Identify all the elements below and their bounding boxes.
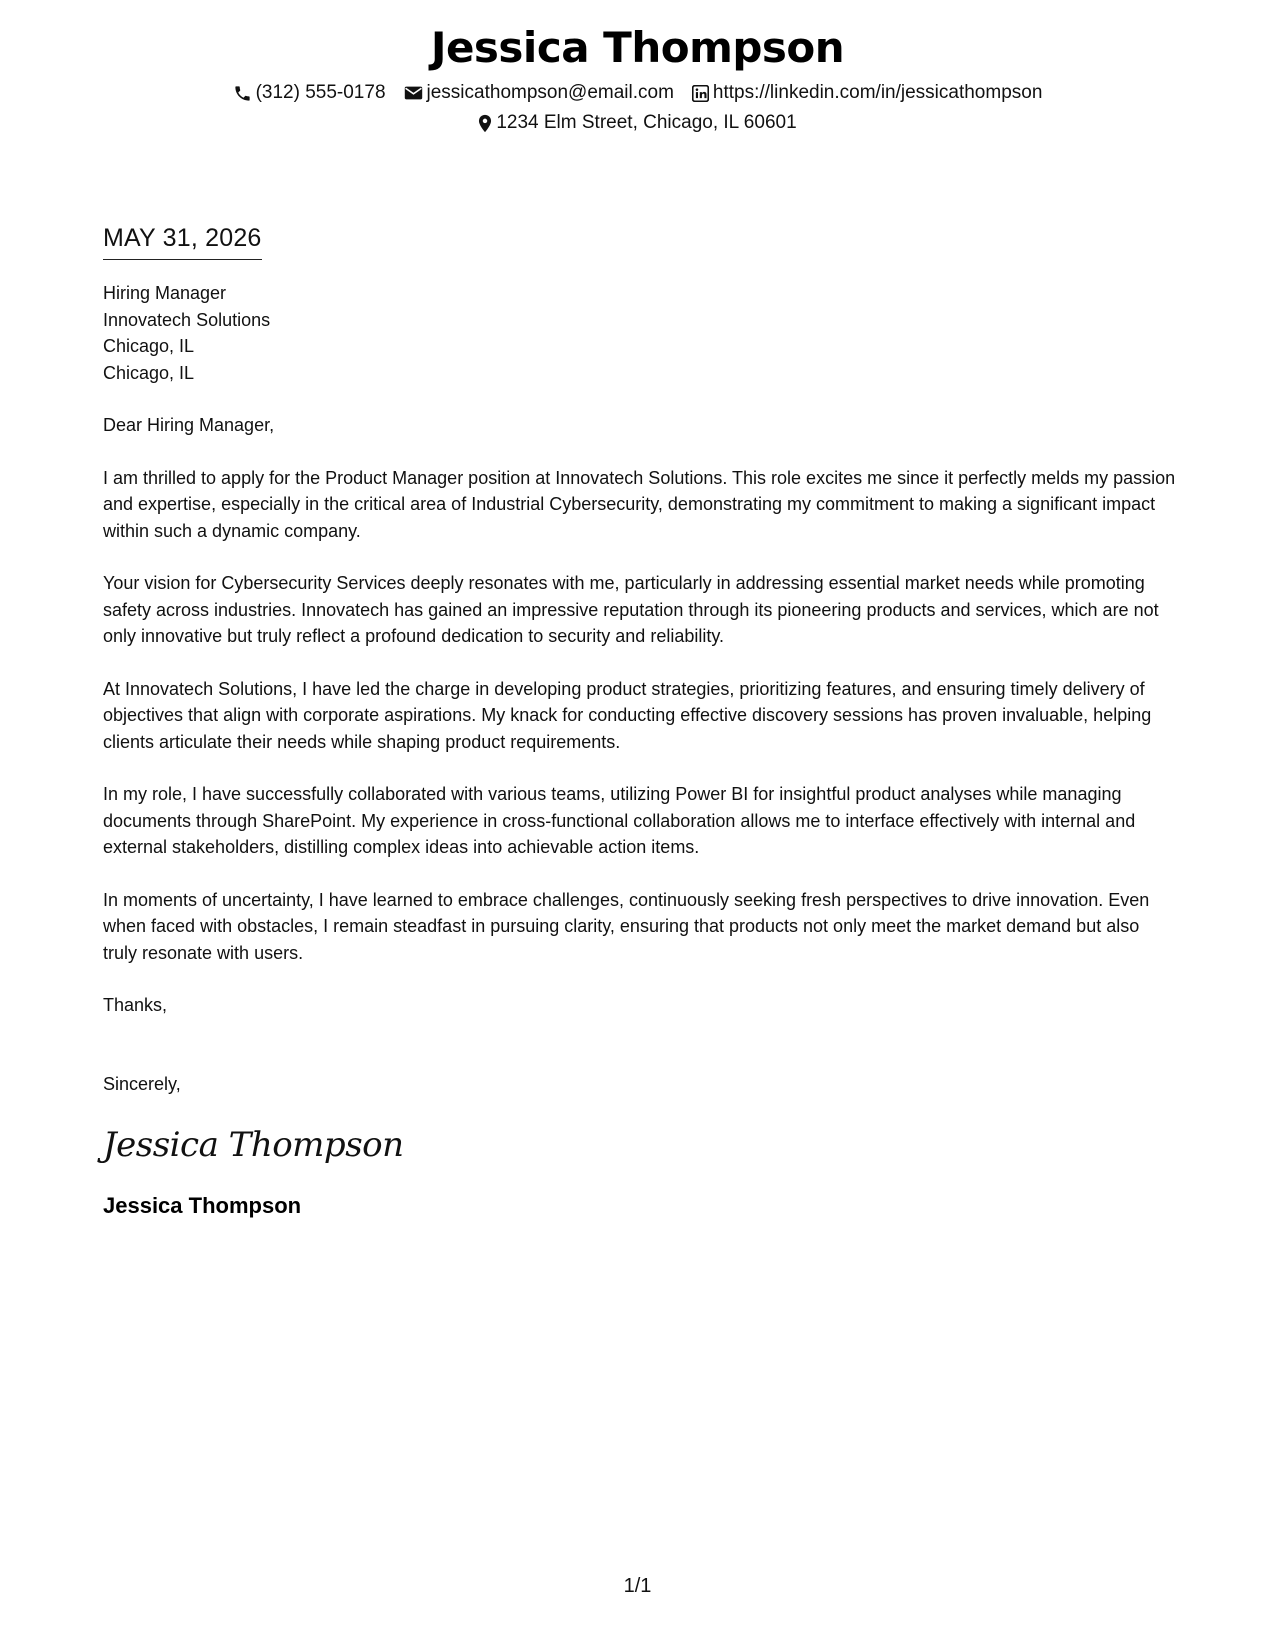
recipient-city-repeat: Chicago, IL bbox=[103, 362, 195, 383]
paragraph-1: I am thrilled to apply for the Product Manager position at Innovatech Solutions. This role excites me since it perfectly melds my passion and expertise, especially in the critical area of Industrial Cybersecurity, demonstrating my commitment to making a significant impact within such a dynamic company. bbox=[103, 467, 1176, 541]
recipient-company: Innovatech Solutions bbox=[103, 309, 271, 330]
paragraph-2: Your vision for Cybersecurity Services deeply resonates with me, particularly in addressing essential market needs while promoting safety across industries. Innovatech has gained an impressive reputation through its pioneering products and services, which are not only innovative but truly reflect a profound dedication to security and reliability. bbox=[103, 573, 1159, 646]
contact-email bbox=[404, 78, 674, 108]
contact-phone bbox=[233, 78, 386, 108]
phone-icon bbox=[233, 84, 252, 103]
salutation: Dear Hiring Manager, bbox=[103, 415, 275, 435]
letter-header bbox=[0, 22, 1275, 138]
closing-line: Sincerely, bbox=[103, 1073, 181, 1094]
address-row bbox=[0, 108, 1275, 138]
envelope-icon bbox=[404, 85, 423, 101]
contact-linkedin bbox=[692, 78, 1043, 108]
applicant-name: Jessica Thompson bbox=[430, 23, 845, 72]
email-address: jessicathompson@email.com bbox=[426, 82, 674, 103]
letter-date: MAY 31, 2026 bbox=[103, 222, 262, 260]
page-number: 1/1 bbox=[623, 1575, 652, 1597]
signer-name: Jessica Thompson bbox=[103, 1193, 302, 1218]
contact-address bbox=[478, 108, 796, 138]
contact-row bbox=[0, 78, 1275, 108]
linkedin-url[interactable]: https://linkedin.com/in/jessicathompson bbox=[712, 82, 1043, 103]
thanks-line: Thanks, bbox=[103, 995, 168, 1015]
paragraph-4: In my role, I have successfully collaborated with various teams, utilizing Power BI for insightful product analyses while managing documents through SharePoint. My experience in cross-functional collaboration allows me to interface effectively with internal and external stakeholders, distilling complex ideas into achievable action items. bbox=[103, 784, 1136, 857]
letter-body bbox=[103, 222, 1178, 1221]
map-pin-icon bbox=[478, 114, 492, 133]
handwritten-signature: Jessica Thompson bbox=[103, 1125, 404, 1165]
recipient-city: Chicago, IL bbox=[103, 336, 195, 356]
recipient-title: Hiring Manager bbox=[103, 283, 227, 303]
street-address: 1234 Elm Street, Chicago, IL 60601 bbox=[496, 112, 797, 133]
phone-number: (312) 555-0178 bbox=[255, 82, 386, 103]
linkedin-icon bbox=[692, 85, 709, 102]
recipient-block bbox=[103, 280, 1178, 386]
paragraph-3: At Innovatech Solutions, I have led the charge in developing product strategies, prioritizing features, and ensuring timely delivery of objectives that align with corporate aspirations. My knack for conducting effective discovery sessions has proven invaluable, helping clients articulate their needs while shaping product requirements. bbox=[103, 678, 1152, 752]
paragraph-5: In moments of uncertainty, I have learned to embrace challenges, continuously seeking fresh perspectives to drive innovation. Even when faced with obstacles, I remain steadfast in pursuing clarity, ensuring that products not only meet the market demand but also truly resonate with users. bbox=[103, 889, 1150, 963]
